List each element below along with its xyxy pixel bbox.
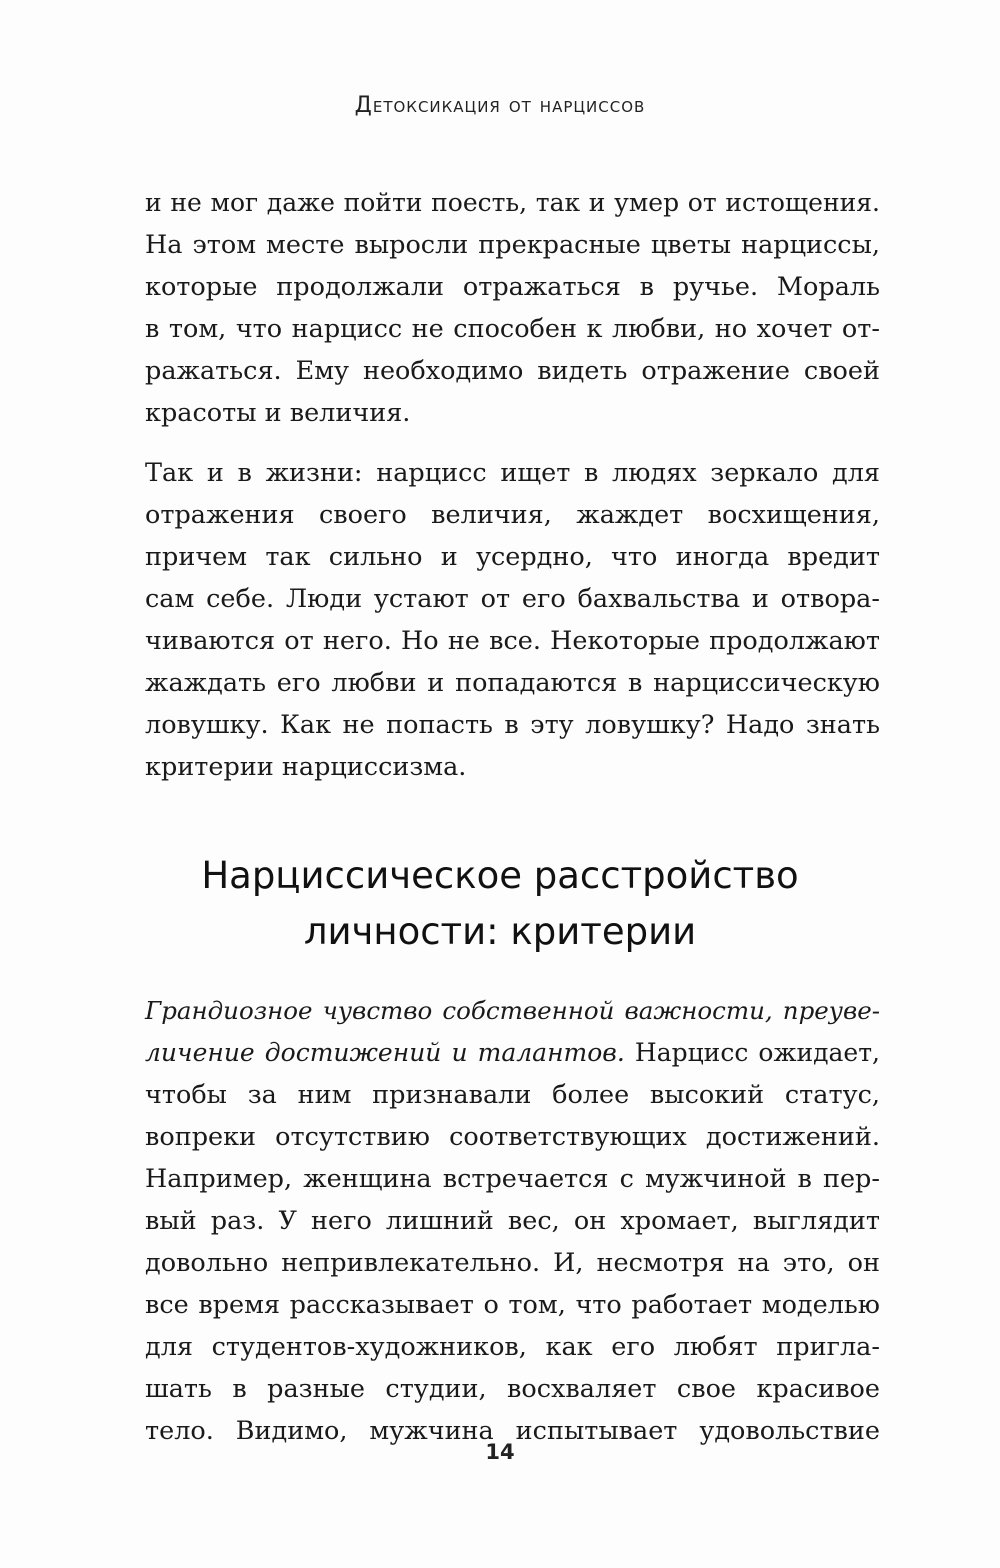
text-line: ловушку. Как не попасть в эту ловушку? Надо знать [145,710,880,740]
text-line: ражаться. Ему необходимо видеть отражение своей [145,356,880,386]
text-line: сам себе. Люди устают от его бахвальства и отвора- [145,584,880,614]
text-line: тело. Видимо, мужчина испытывает удовольствие [145,1416,880,1446]
text-line: отражения своего величия, жаждет восхищения, [145,500,880,530]
paragraph-3 [145,990,880,1452]
text-line: шать в разные студии, восхваляет свое красивое [145,1374,880,1404]
text-line: причем так сильно и усердно, что иногда вредит [145,542,880,572]
italic-text-line: Грандиозное чувство собственной важности, преуве- [145,996,880,1025]
text-line: все время рассказывает о том, что работает моделью [145,1290,880,1320]
text-line: На этом месте выросли прекрасные цветы нарциссы, [145,230,880,260]
text-line: критерии нарциссизма. [145,752,467,782]
text-line: жаждать его любви и попадаются в нарциссическую [145,668,880,698]
text-line: довольно непривлекательно. И, несмотря на это, он [145,1248,880,1278]
text-line: Например, женщина встречается с мужчиной в пер- [145,1164,880,1194]
paragraph-2 [145,452,880,788]
text-line: для студентов-художников, как его любят пригла- [145,1332,880,1362]
section-heading [0,848,1000,960]
mixed-text-line [145,1032,880,1074]
text-line: в том, что нарцисс не способен к любви, но хочет от- [145,314,880,344]
text-line: и не мог даже пойти поесть, так и умер от истощения. [145,188,880,217]
running-head: Детоксикация от нарциссов [354,93,646,118]
section-heading-line-2: личности: критерии [303,910,697,953]
italic-phrase: личение достижений и талантов. [145,1038,625,1067]
text-line: которые продолжали отражаться в ручье. Мораль [145,272,880,302]
text-phrase: Нарцисс ожидает, [624,1038,880,1067]
text-line: красоты и величия. [145,398,411,428]
text-line: вопреки отсутствию соответствующих достижений. [145,1122,880,1152]
text-line: вый раз. У него лишний вес, он хромает, выглядит [145,1206,880,1236]
text-line: чтобы за ним признавали более высокий статус, [145,1080,880,1110]
section-heading-line-1: Нарциссическое расстройство [201,854,799,897]
page-number: 14 [485,1440,515,1464]
paragraph-1 [145,182,880,434]
text-line: Так и в жизни: нарцисс ищет в людях зеркало для [145,458,880,488]
text-line: чиваются от него. Но не все. Некоторые продолжают [145,626,880,656]
